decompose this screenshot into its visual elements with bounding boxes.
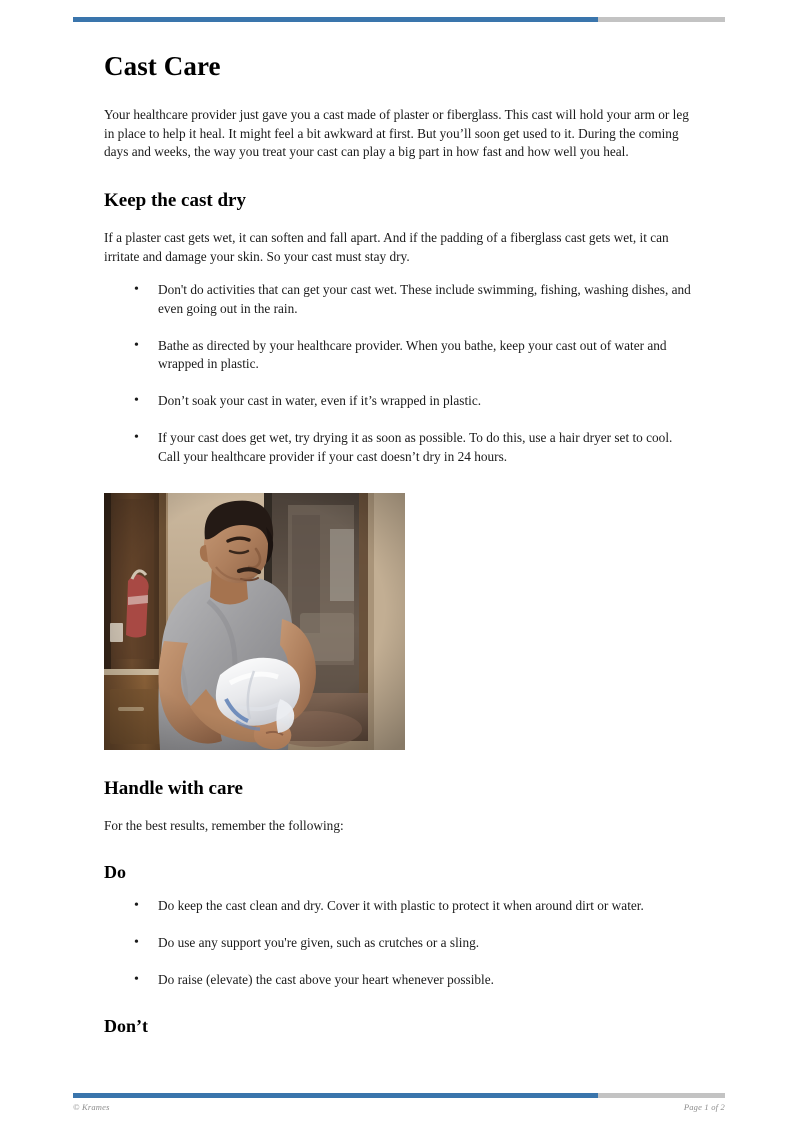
figure-cast-wrapping: [104, 493, 405, 750]
footer-rule-blue-segment: [73, 1093, 598, 1098]
header-rule: [73, 17, 725, 22]
subheading-dont: Don’t: [104, 1015, 148, 1036]
list-item: • Don't do activities that can get your cast wet. These include swimming, fishing, washing dishes, and even going out in the rain.: [146, 281, 696, 319]
do-bullet-list: [104, 897, 696, 990]
keep-dry-paragraph: If a plaster cast gets wet, it can soften and fall apart. And if the padding of a fiberglass cast gets wet, it can irritate and damage your skin. So your cast must stay dry.: [104, 230, 669, 264]
list-item: • Don’t soak your cast in water, even if it’s wrapped in plastic.: [146, 392, 696, 411]
list-item: • Do use any support you're given, such as crutches or a sling.: [146, 934, 696, 953]
handle-with-care-paragraph: For the best results, remember the following:: [104, 817, 344, 833]
footer-rule-gray-segment: [598, 1093, 725, 1098]
section-heading-keep-dry: Keep the cast dry: [104, 190, 246, 212]
footer-rule: [73, 1093, 725, 1098]
footer-copyright: © Krames: [73, 1102, 110, 1112]
header-rule-blue-segment: [73, 17, 598, 22]
footer-page-number: Page 1 of 2: [683, 1102, 725, 1112]
list-item: • Bathe as directed by your healthcare provider. When you bathe, keep your cast out of water and wrapped in plastic.: [146, 337, 696, 375]
list-item: • Do keep the cast clean and dry. Cover it with plastic to protect it when around dirt or water.: [146, 897, 696, 916]
photo-man-wrapping-cast: [104, 493, 405, 750]
subheading-do: Do: [104, 861, 126, 882]
document-content: [104, 52, 696, 1037]
intro-paragraph: Your healthcare provider just gave you a cast made of plaster or fiberglass. This cast will hold your arm or leg in place to help it heal. It might feel a bit awkward at first. But you’ll soon get used to it. During the coming days and weeks, the way you treat your cast can play a big part in how fast and how well you heal.: [104, 106, 689, 160]
keep-dry-bullet-list: [104, 281, 696, 467]
page-title: Cast Care: [104, 51, 221, 81]
header-rule-gray-segment: [598, 17, 725, 22]
section-heading-handle-with-care: Handle with care: [104, 777, 243, 799]
list-item: • If your cast does get wet, try drying it as soon as possible. To do this, use a hair dryer set to cool. Call your healthcare provider if your cast doesn’t dry in 24 hours.: [146, 429, 696, 467]
list-item: • Do raise (elevate) the cast above your heart whenever possible.: [146, 971, 696, 990]
